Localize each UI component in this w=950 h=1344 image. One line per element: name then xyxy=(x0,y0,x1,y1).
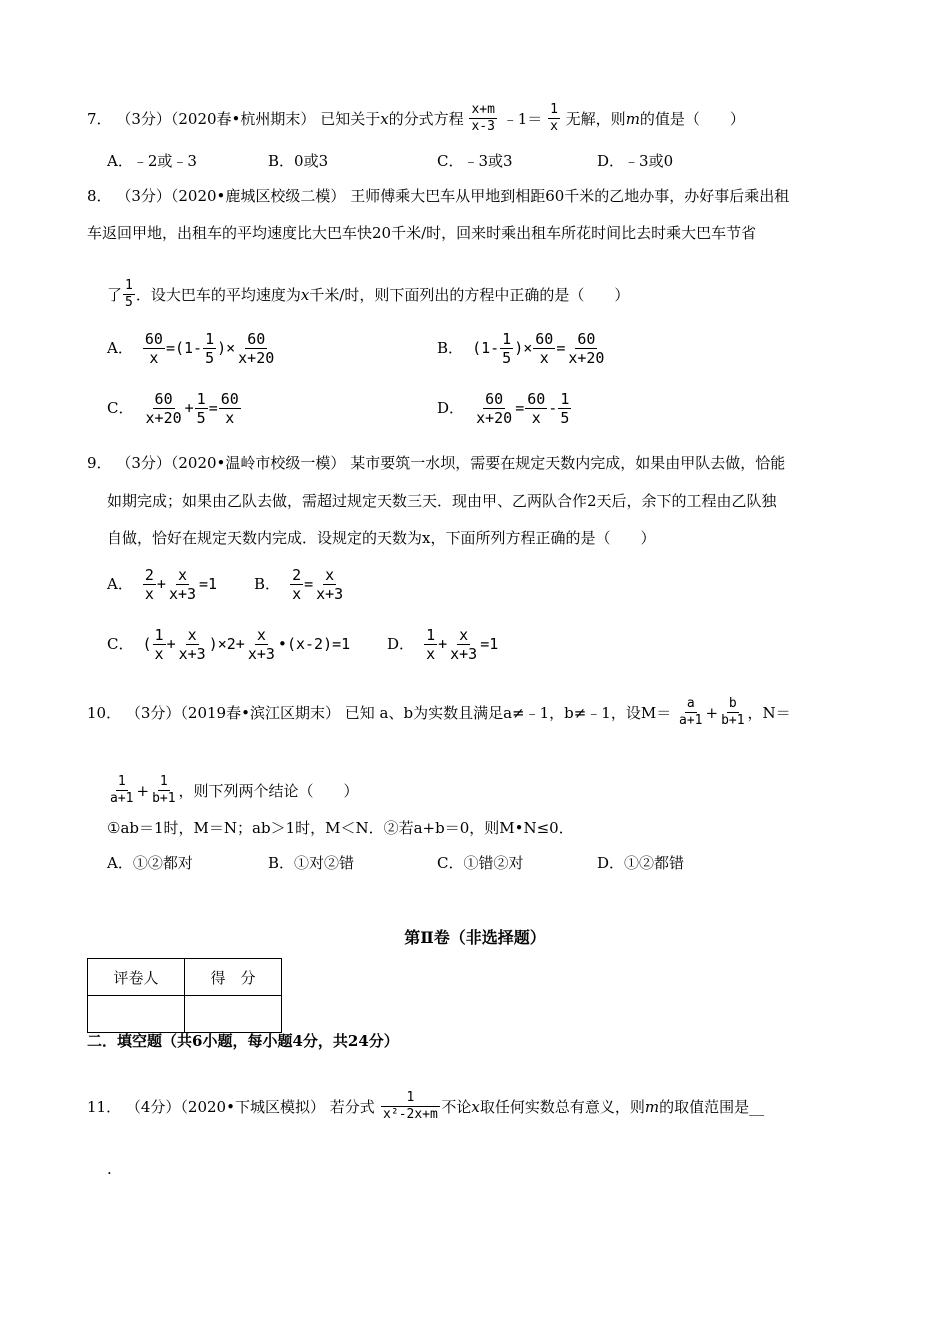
fraction xyxy=(469,102,496,135)
fraction-numerator: 60 xyxy=(154,390,173,408)
option-b[interactable]: B．①对②错 xyxy=(268,854,355,872)
option-d[interactable]: D．﹣3或0 xyxy=(597,152,674,170)
question-text: 王师傅乘大巴车从甲地到相距60千米的乙地办事，办好事后乘出租 xyxy=(350,187,790,205)
question-10 xyxy=(87,696,791,740)
fraction-denominator: x xyxy=(225,409,235,427)
fraction xyxy=(548,102,560,135)
option-a[interactable] xyxy=(107,330,277,367)
question-text: ．设大巴车的平均速度为 xyxy=(135,286,301,304)
fraction xyxy=(144,390,184,427)
fraction xyxy=(525,390,547,427)
option-label: A． xyxy=(107,339,133,357)
question-text: ，N＝ xyxy=(747,704,791,722)
question-text-line xyxy=(107,774,359,818)
fraction-denominator: x xyxy=(550,119,558,134)
fraction-numerator: 60 xyxy=(485,390,504,408)
option-d[interactable] xyxy=(437,390,572,427)
option-c[interactable] xyxy=(107,390,242,427)
fraction-numerator: 1 xyxy=(117,774,126,789)
fraction-numerator: 60 xyxy=(577,330,596,348)
fraction-denominator: x+20 xyxy=(476,409,513,427)
question-9 xyxy=(87,452,785,474)
fraction-numerator: 60 xyxy=(535,330,554,348)
fraction xyxy=(143,566,156,603)
fraction xyxy=(203,330,216,367)
math-symbol: = xyxy=(208,399,218,417)
fraction-numerator: 1 xyxy=(154,626,164,644)
fraction xyxy=(143,330,165,367)
math-symbol: )× xyxy=(514,339,533,357)
question-text: ﹣1＝ xyxy=(502,110,543,128)
fraction-denominator: x+3 xyxy=(316,585,344,603)
question-meta: （3分）（2020春•杭州期末） xyxy=(116,110,316,128)
question-text: 已知关于 xyxy=(320,110,381,128)
math-symbol: •(x-2)=1 xyxy=(277,635,351,653)
question-text-line: ①ab＝1时，M＝N；ab＞1时，M＜N．②若a+b＝0，则M•N≤0． xyxy=(107,819,574,837)
question-text-line: 如期完成；如果由乙队去做，需超过规定天数三天．现由甲、乙两队合作2天后，余下的工程由乙队独 xyxy=(107,492,777,510)
question-text: 已知 xyxy=(344,704,375,722)
fraction-denominator: 5 xyxy=(502,349,512,367)
section-title: 第Ⅱ卷（非选择题） xyxy=(404,928,546,947)
fraction xyxy=(167,566,198,603)
fraction xyxy=(566,330,606,367)
fraction-denominator: x+3 xyxy=(178,645,206,663)
question-text: 的分式方程 xyxy=(388,110,464,128)
fraction xyxy=(246,626,277,663)
math-symbol: =1 xyxy=(480,635,499,653)
question-text: 了 xyxy=(107,286,123,304)
fraction-denominator: x+3 xyxy=(168,585,197,603)
fraction-numerator: 60 xyxy=(247,330,266,348)
fraction-numerator: 1 xyxy=(381,1090,441,1107)
fraction-denominator: x+20 xyxy=(145,409,182,427)
fraction-denominator: 5 xyxy=(560,409,570,427)
fraction xyxy=(236,330,276,367)
option-label: D． xyxy=(437,399,465,417)
question-number: 9． xyxy=(87,454,112,472)
fraction xyxy=(381,1090,441,1123)
option-label: C． xyxy=(107,399,134,417)
fraction-denominator: 5 xyxy=(205,349,215,367)
question-text: 千米/时，则下面列出的方程中正确的是（ ） xyxy=(309,286,630,304)
question-text: ，则下列两个结论（ ） xyxy=(178,782,359,800)
question-text: 无解，则 xyxy=(565,110,626,128)
fraction xyxy=(558,390,571,427)
fraction-numerator: 1 xyxy=(550,102,558,117)
question-number: 7． xyxy=(87,110,112,128)
question-meta: （3分）（2020•温岭市校级一模） xyxy=(116,454,346,472)
fraction xyxy=(533,330,555,367)
fraction-numerator: x xyxy=(256,626,266,644)
question-number: 11． xyxy=(87,1098,122,1116)
question-text: 若分式 xyxy=(329,1098,375,1116)
fraction xyxy=(153,626,166,663)
variable-x: x xyxy=(380,110,389,128)
fraction xyxy=(290,566,303,603)
math-symbol: = xyxy=(556,339,566,357)
fraction-numerator: x+m xyxy=(471,102,495,117)
fraction-denominator: b+1 xyxy=(721,713,745,728)
question-text-line xyxy=(107,278,630,322)
fraction-numerator: b xyxy=(728,696,737,711)
math-symbol: = xyxy=(304,575,314,593)
question-meta: （4分）（2020•下城区模拟） xyxy=(125,1098,325,1116)
fraction xyxy=(474,390,514,427)
fraction-numerator: 1 xyxy=(159,774,168,789)
fraction-denominator: 5 xyxy=(196,409,206,427)
question-meta: （3分）（2019春•滨江区期末） xyxy=(125,704,340,722)
option-b[interactable]: B．0或3 xyxy=(268,152,329,170)
section-heading: 二．填空题（共6小题，每小题4分，共24分） xyxy=(87,1032,399,1050)
fraction xyxy=(108,774,135,807)
question-text: 某市要筑一水坝，需要在规定天数内完成，如果由甲队去做，恰能 xyxy=(350,454,786,472)
fraction xyxy=(150,774,177,807)
fraction-numerator: 60 xyxy=(144,330,163,348)
math-symbol: + xyxy=(136,782,150,800)
option-a[interactable] xyxy=(107,566,217,603)
fraction-numerator: x xyxy=(459,626,469,644)
option-a[interactable]: A．①②都对 xyxy=(107,854,193,872)
fraction xyxy=(123,278,135,311)
fraction xyxy=(448,626,479,663)
fraction-denominator: x xyxy=(531,409,541,427)
option-label: B． xyxy=(437,339,464,357)
variable-m: m xyxy=(644,1098,660,1116)
table-header-score: 得 分 xyxy=(185,959,282,996)
math-symbol: = xyxy=(515,399,525,417)
score-cell[interactable] xyxy=(185,996,282,1033)
math-symbol: + xyxy=(184,399,194,417)
fraction-denominator: x+3 xyxy=(247,645,275,663)
answer-end-mark: . xyxy=(107,1160,112,1178)
fraction-denominator: x+20 xyxy=(568,349,605,367)
answer-blank[interactable]: __ xyxy=(749,1098,765,1116)
fraction-denominator: 5 xyxy=(125,295,133,310)
table-header-grader: 评卷人 xyxy=(88,959,185,996)
question-text: 的取值范围是 xyxy=(659,1098,750,1116)
math-symbol: + xyxy=(166,635,176,653)
math-symbol: =1 xyxy=(199,575,218,593)
fraction xyxy=(719,696,746,729)
fraction xyxy=(195,390,208,427)
fraction xyxy=(219,390,241,427)
score-table xyxy=(87,958,282,1033)
fraction-denominator: a+1 xyxy=(110,791,134,806)
option-b[interactable] xyxy=(437,330,607,367)
grader-cell[interactable] xyxy=(88,996,185,1033)
question-meta: （3分）（2020•鹿城区校级二模） xyxy=(116,187,346,205)
fraction xyxy=(314,566,345,603)
fraction-denominator: a+1 xyxy=(679,713,703,728)
fraction-numerator: 2 xyxy=(292,566,302,584)
variable-x: x xyxy=(471,1098,480,1116)
fraction-denominator: x xyxy=(426,645,436,663)
option-d[interactable] xyxy=(387,626,498,663)
fraction xyxy=(677,696,704,729)
fraction-numerator: 60 xyxy=(220,390,239,408)
question-8 xyxy=(87,185,789,207)
fraction-numerator: x xyxy=(187,626,197,644)
question-7 xyxy=(87,102,745,146)
question-text: a、b为实数且满足a≠﹣1，b≠﹣1，设M＝ xyxy=(379,704,672,722)
fraction-denominator: b+1 xyxy=(152,791,176,806)
question-text: 的值是（ ） xyxy=(639,110,745,128)
option-c[interactable]: C．﹣3或3 xyxy=(437,152,513,170)
question-number: 10． xyxy=(87,704,122,722)
option-c[interactable] xyxy=(107,626,350,663)
fraction-denominator: x+20 xyxy=(238,349,275,367)
math-symbol: + xyxy=(705,704,719,722)
question-text-line: 车返回甲地，出租车的平均速度比大巴车快20千米/时，回来时乘出租车所花时间比去时乘大巴车节省 xyxy=(87,224,757,242)
question-11 xyxy=(87,1090,765,1134)
math-symbol: + xyxy=(156,575,166,593)
fraction xyxy=(177,626,208,663)
question-text-line: 自做，恰好在规定天数内完成．设规定的天数为x，下面所列方程正确的是（ ） xyxy=(107,529,656,547)
fraction-numerator: 60 xyxy=(527,390,546,408)
fraction-denominator: x+3 xyxy=(450,645,478,663)
math-symbol: ( xyxy=(142,635,152,653)
math-symbol: =(1- xyxy=(165,339,203,357)
option-d[interactable]: D．①②都错 xyxy=(597,854,685,872)
math-symbol: )× xyxy=(217,339,236,357)
fraction-numerator: 1 xyxy=(205,330,215,348)
math-symbol: + xyxy=(438,635,448,653)
option-a[interactable]: A．﹣2或﹣3 xyxy=(107,152,197,170)
question-text: 不论 xyxy=(441,1098,472,1116)
math-symbol: )×2+ xyxy=(208,635,245,653)
option-label: B． xyxy=(254,575,281,593)
fraction-numerator: 1 xyxy=(125,278,133,293)
fraction-denominator: x²-2x+m xyxy=(383,1107,438,1122)
question-text: 取任何实数总有意义，则 xyxy=(479,1098,645,1116)
question-number: 8． xyxy=(87,187,112,205)
fraction-numerator: 1 xyxy=(426,626,436,644)
option-b[interactable] xyxy=(254,566,346,603)
fraction-numerator: 1 xyxy=(502,330,512,348)
fraction-numerator: 1 xyxy=(560,390,570,408)
fraction-numerator: x xyxy=(177,566,187,584)
fraction xyxy=(500,330,513,367)
option-label: A． xyxy=(107,575,133,593)
fraction xyxy=(424,626,437,663)
fraction-denominator: x xyxy=(292,585,302,603)
fraction-denominator: x xyxy=(144,585,154,603)
fraction-denominator: x xyxy=(154,645,164,663)
option-label: C． xyxy=(107,635,134,653)
fraction-denominator: x-3 xyxy=(471,119,495,134)
math-symbol: - xyxy=(548,399,558,417)
variable-m: m xyxy=(625,110,640,128)
fraction-numerator: 2 xyxy=(144,566,154,584)
fraction-denominator: x xyxy=(149,349,159,367)
fraction-numerator: x xyxy=(325,566,335,584)
fraction-numerator: 1 xyxy=(196,390,206,408)
option-c[interactable]: C．①错②对 xyxy=(437,854,524,872)
fraction-denominator: x xyxy=(539,349,549,367)
option-label: D． xyxy=(387,635,415,653)
variable-x: x xyxy=(300,286,310,304)
fraction-numerator: a xyxy=(686,696,695,711)
math-symbol: (1- xyxy=(472,339,500,357)
